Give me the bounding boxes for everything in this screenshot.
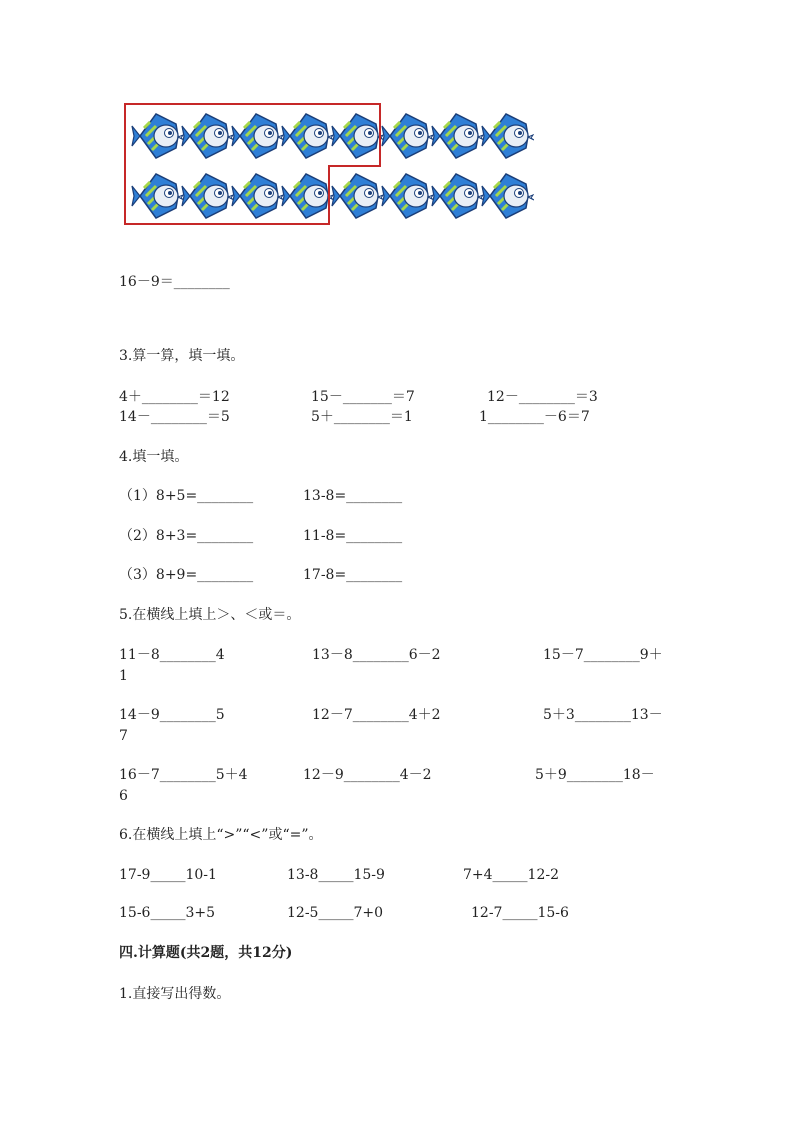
- fish-icon: [382, 174, 434, 218]
- s4-item: （2）8+3=________: [119, 528, 254, 544]
- s5-item: 14－9________5: [119, 707, 225, 723]
- fish-icon: [432, 114, 484, 158]
- fish-icon: [282, 174, 334, 218]
- s3-item: 12－________＝3: [487, 389, 598, 405]
- s5-item: 12－7________4＋2: [312, 707, 441, 723]
- fish-picture: [122, 102, 534, 230]
- fish-icon: [332, 174, 384, 218]
- s5-item: 13－8________6－2: [312, 647, 441, 663]
- q1-title: 1.直接写出得数。: [119, 986, 231, 1002]
- fish-icon: [132, 114, 184, 158]
- s5-item: 12－9________4－2: [303, 767, 432, 783]
- s5-item: 5＋3________13－: [543, 707, 663, 723]
- s5-item-wrap: 7: [119, 728, 128, 744]
- s3-item: 14－________＝5: [119, 409, 230, 425]
- section3-title: 3.算一算，填一填。: [119, 348, 245, 364]
- s6-item: 15-6_____3+5: [119, 905, 215, 921]
- s6-item: 7+4_____12-2: [463, 867, 559, 883]
- fish-icon: [482, 174, 534, 218]
- s4-item: （1）8+5=________: [119, 488, 254, 504]
- section4-title: 4.填一填。: [119, 449, 189, 465]
- s6-item: 12-5_____7+0: [287, 905, 383, 921]
- s3-item: 4＋________＝12: [119, 389, 230, 405]
- s4-item: （3）8+9=________: [119, 567, 254, 583]
- s5-item: 15－7________9＋: [543, 647, 663, 663]
- s5-item: 11－8________4: [119, 647, 225, 663]
- s3-item: 15－_______＝7: [311, 389, 415, 405]
- fish-icon: [382, 114, 434, 158]
- s4-item: 11-8=________: [303, 528, 403, 544]
- s3-item: 5＋________＝1: [311, 409, 413, 425]
- s5-item-wrap: 1: [119, 668, 128, 684]
- s5-item: 16－7________5＋4: [119, 767, 248, 783]
- s4-item: 17-8=________: [303, 567, 403, 583]
- s6-item: 13-8_____15-9: [287, 867, 385, 883]
- fish-icon: [232, 174, 284, 218]
- fish-icon: [232, 114, 284, 158]
- s5-item-wrap: 6: [119, 788, 128, 804]
- fish-icon: [132, 174, 184, 218]
- fish-icon: [432, 174, 484, 218]
- fish-icon: [182, 174, 234, 218]
- fish-icon: [482, 114, 534, 158]
- section6-title: 6.在横线上填上“>”“<”或“=”。: [119, 827, 323, 843]
- s4-item: 13-8=________: [303, 488, 403, 504]
- part4-title: 四.计算题(共2题，共12分): [119, 945, 293, 961]
- s6-item: 17-9_____10-1: [119, 867, 217, 883]
- fish-icon: [332, 114, 384, 158]
- s6-item: 12-7_____15-6: [471, 905, 569, 921]
- fish-group-outline: [122, 102, 534, 230]
- question-16-minus-9: 16－9＝________: [119, 274, 230, 290]
- fish-icon: [182, 114, 234, 158]
- s5-item: 5＋9________18－: [535, 767, 655, 783]
- section5-title: 5.在横线上填上＞、＜或＝。: [119, 607, 301, 623]
- s3-item: 1________－6＝7: [479, 409, 590, 425]
- fish-icon: [282, 114, 334, 158]
